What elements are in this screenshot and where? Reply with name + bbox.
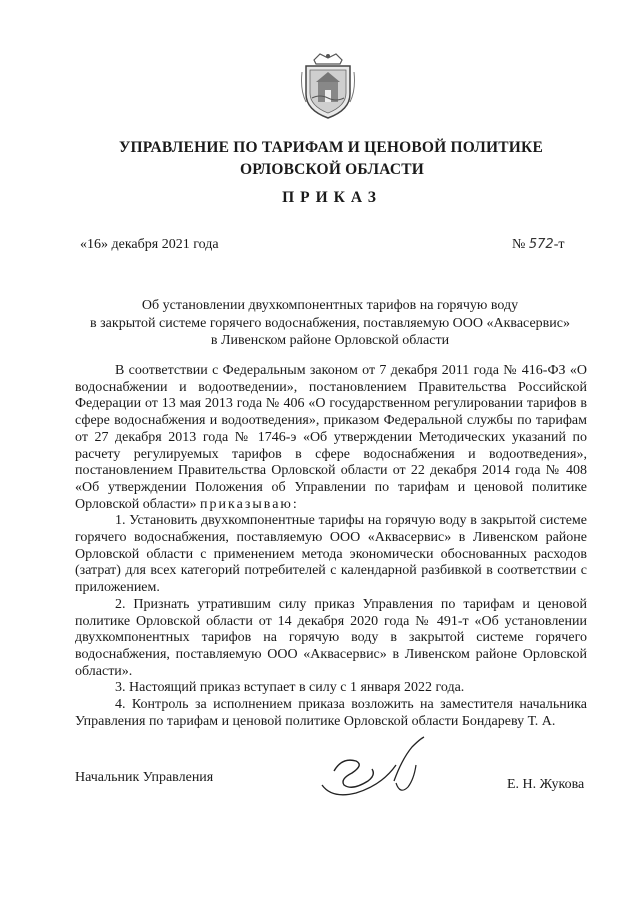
document-type: ПРИКАЗ: [282, 189, 382, 206]
number-suffix: -т: [553, 237, 565, 252]
order-item: 1. Установить двухкомпонентные тарифы на горячую воду в закрытой системе горячего водоснабжения, поставляемую ООО «Аквасервис» в Ливенском районе Орловской области с применением метода экономически обоснованных расходов (затрат) для всех категорий потребителей с календарной разбивкой в соответствии с приложением.: [75, 513, 587, 596]
order-item: 4. Контроль за исполнением приказа возложить на заместителя начальника Управления по тарифам и ценовой политике Орловской области Бондареву Т. А.: [75, 697, 587, 729]
handwritten-signature-icon: [312, 735, 442, 807]
org-name-line1: УПРАВЛЕНИЕ ПО ТАРИФАМ И ЦЕНОВОЙ ПОЛИТИКЕ: [118, 139, 544, 156]
signatory-name: Е. Н. Жукова: [507, 777, 585, 792]
number-value: 572: [528, 237, 554, 252]
subject-line: Об установлении двухкомпонентных тарифов на горячую воду: [141, 298, 519, 313]
subject-line: в Ливенском районе Орловской области: [210, 333, 450, 348]
order-item: 3. Настоящий приказ вступает в силу с 1 января 2022 года.: [115, 680, 465, 696]
document-subject: [80, 297, 580, 350]
document-number: [512, 237, 564, 253]
document-date: «16» декабря 2021 года: [80, 237, 219, 252]
subject-line: в закрытой системе горячего водоснабжения, поставляемую ООО «Аквасервис»: [90, 315, 570, 331]
preamble-paragraph: [75, 363, 587, 513]
order-word: приказываю:: [200, 496, 299, 512]
preamble-text: В соответствии с Федеральным законом от 7 декабря 2011 года № 416-ФЗ «О водоснабжении и водоотведении», постановлением Правительства Российской Федерации от 13 мая 2013 года № 406 «О государственном регулировании тарифов в сфере водоснабжения и водоотведения», приказом Федеральной службы по тарифам от 27 декабря 2013 года № 1746-э «Об утверждении Методических указаний по расчету регулируемых тарифов в сфере водоснабжения и водоотведения», постановлением Правительства Орловской области от 22 декабря 2014 года № 408 «Об утверждении Положения об Управлении по тарифам и ценовой политике Орловской области»: [75, 363, 587, 512]
document-body: [75, 363, 587, 730]
number-prefix: №: [512, 237, 526, 252]
order-item: 2. Признать утратившим силу приказ Управления по тарифам и ценовой политике Орловской области от 14 декабря 2020 года № 491-т «Об установлении двухкомпонентных тарифов на горячую воду в закрытой системе горячего водоснабжения, поставляемую ООО «Аквасервис» в Ливенском районе Орловской области».: [75, 596, 587, 679]
signatory-position: Начальник Управления: [75, 770, 214, 785]
coat-of-arms-icon: [300, 50, 356, 122]
org-name-line2: ОРЛОВСКОЙ ОБЛАСТИ: [239, 161, 425, 178]
